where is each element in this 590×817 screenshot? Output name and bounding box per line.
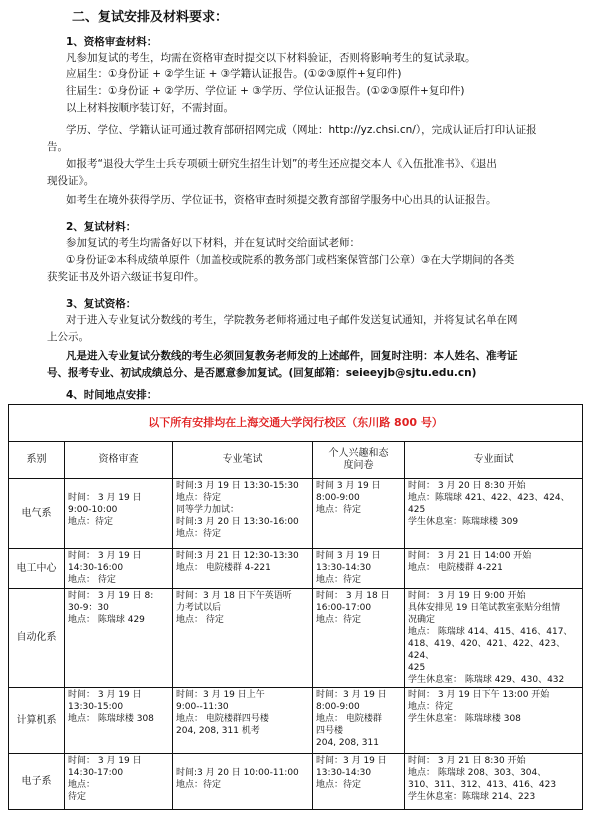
s1-line: 凡参加复试的考生，均需在资格审查时提交以下材料验证，否则将影响考生的复试录取。 xyxy=(66,52,476,64)
s2-line: 参加复试的考生均需备好以下材料，并在复试时交给面试老师： xyxy=(66,237,360,249)
header-written-exam: 专业笔试 xyxy=(173,442,313,479)
s1-line: 告。 xyxy=(47,141,68,153)
header-qualification: 资格审查 xyxy=(65,442,173,479)
section-title: 二、复试安排及材料要求： xyxy=(72,10,229,25)
s1-line: 学历、学位、学籍认证可通过教育部研招网完成（网址：http://yz.chsi.cn/），完成认证后打印认证报 xyxy=(66,124,537,136)
s1-line: 应届生：①身份证 + ②学生证 + ③学籍认证报告。(①②③原件+复印件) xyxy=(66,68,402,80)
table-row xyxy=(9,479,583,549)
header-interview: 专业面试 xyxy=(405,442,583,479)
interview-cell: 时间： 3 月 21 日 8:30 开始 地点： 陈瑞球 208、303、304、 310、311、312、413、416、423 学生休息室：陈瑞球 214、223 xyxy=(405,754,583,810)
qualification-cell: 时间： 3 月 19 日 14:30-17:00 地点： 待定 xyxy=(65,754,173,810)
retest-qualification-heading: 3、复试资格： xyxy=(66,298,137,310)
table-row xyxy=(9,688,583,754)
campus-banner: 以下所有安排均在上海交通大学闵行校区（东川路 800 号） xyxy=(9,405,583,442)
table-row xyxy=(9,754,583,810)
qualification-cell: 时间： 3 月 19 日 13:30-15:00 地点： 陈瑞球楼 308 xyxy=(65,688,173,754)
s1-line: 以上材料按顺序装订好，不需封面。 xyxy=(66,102,234,114)
qualification-cell: 时间： 3 月 19 日 14:30-16:00 地点： 待定 xyxy=(65,549,173,589)
table-banner-row xyxy=(9,405,583,442)
interview-cell: 时间： 3 月 21 日 14:00 开始 地点： 电院楼群 4-221 xyxy=(405,549,583,589)
table-row xyxy=(9,589,583,688)
schedule-heading: 4、时间地点安排： xyxy=(66,389,158,401)
table-row xyxy=(9,549,583,589)
dept-cell: 自动化系 xyxy=(9,589,65,688)
s3-line: 号、报考专业、初试成绩总分、是否愿意参加复试。(回复邮箱：seieeyjb@sjtu.edu.cn) xyxy=(47,367,477,379)
retest-materials-heading: 2、复试材料： xyxy=(66,221,137,233)
s1-line: 如报考“退役大学生士兵专项硕士研究生招生计划”的考生还应提交本人《入伍批准书》、《退出 xyxy=(66,158,497,170)
dept-cell: 电气系 xyxy=(9,479,65,549)
s3-line: 凡是进入专业复试分数线的考生必须回复教务老师发的上述邮件，回复时注明：本人姓名、准考证 xyxy=(66,350,518,362)
survey-cell: 时间：3 月 19 日 8:00-9:00 地点： 电院楼群 四号楼 204, 208, 311 xyxy=(313,688,405,754)
written-exam-cell: 时间:3 月 21 日 12:30-13:30 地点： 电院楼群 4-221 xyxy=(173,549,313,589)
s2-line: 获奖证书及外语六级证书复印件。 xyxy=(47,271,205,283)
written-exam-cell: 时间：3 月 18 日下午英语听 力考试以后 地点： 待定 xyxy=(173,589,313,688)
qualification-cell: 时间： 3 月 19 日 9:00-10:00 地点：待定 xyxy=(65,479,173,549)
table-header-row xyxy=(9,442,583,479)
s1-line: 现役证》。 xyxy=(47,175,95,187)
dept-cell: 电工中心 xyxy=(9,549,65,589)
s1-line: 往届生：①身份证 + ②学历、学位证 + ③学历、学位认证报告。(①②③原件+复印件) xyxy=(66,85,465,97)
qualification-cell: 时间： 3 月 19 日 8: 30-9：30 地点： 陈瑞球 429 xyxy=(65,589,173,688)
survey-cell: 时间：3 月 19 日 13:30-14:30 地点：待定 xyxy=(313,754,405,810)
written-exam-cell: 时间:3 月 20 日 10:00-11:00 地点：待定 xyxy=(173,754,313,810)
dept-cell: 计算机系 xyxy=(9,688,65,754)
s3-line: 对于进入专业复试分数线的考生，学院教务老师将通过电子邮件发送复试通知，并将复试名单在网 xyxy=(66,314,518,326)
survey-cell: 时间 3 月 19 日 13:30-14:30 地点：待定 xyxy=(313,549,405,589)
survey-cell: 时间 3 月 19 日 8:00-9:00 地点：待定 xyxy=(313,479,405,549)
interview-cell: 时间： 3 月 20 日 8:30 开始 地点：陈瑞球 421、422、423、424、 425 学生休息室：陈瑞球楼 309 xyxy=(405,479,583,549)
s3-line: 上公示。 xyxy=(47,331,89,343)
header-dept: 系别 xyxy=(9,442,65,479)
schedule-table xyxy=(8,404,583,810)
dept-cell: 电子系 xyxy=(9,754,65,810)
survey-cell: 时间： 3 月 18 日 16:00-17:00 地点：待定 xyxy=(313,589,405,688)
s2-line: ①身份证②本科成绩单原件（加盖校或院系的教务部门或档案保管部门公章）③在大学期间的各类 xyxy=(66,254,515,266)
interview-cell: 时间： 3 月 19 日 9:00 开始 具体安排见 19 日笔试教室张贴分组情 况确定 地点： 陈瑞球 414、415、416、417、 418、419、420、421、422、423、424、 425 学生休息室： 陈瑞球 429、430、432 xyxy=(405,589,583,688)
written-exam-cell: 时间：3 月 19 日上午 9:00--11:30 地点： 电院楼群四号楼 204, 208, 311 机考 xyxy=(173,688,313,754)
written-exam-cell: 时间:3 月 19 日 13:30-15:30 地点：待定 同等学力加试： 时间:3 月 20 日 13:30-16:00 地点：待定 xyxy=(173,479,313,549)
header-survey: 个人兴趣和态 度问卷 xyxy=(313,442,405,479)
s1-line: 如考生在境外获得学历、学位证书，资格审查时须提交教育部留学服务中心出具的认证报告。 xyxy=(66,194,497,206)
interview-cell: 时间： 3 月 19 日下午 13:00 开始 地点：待定 学生休息室： 陈瑞球楼 308 xyxy=(405,688,583,754)
qualification-materials-heading: 1、资格审查材料： xyxy=(66,36,158,48)
